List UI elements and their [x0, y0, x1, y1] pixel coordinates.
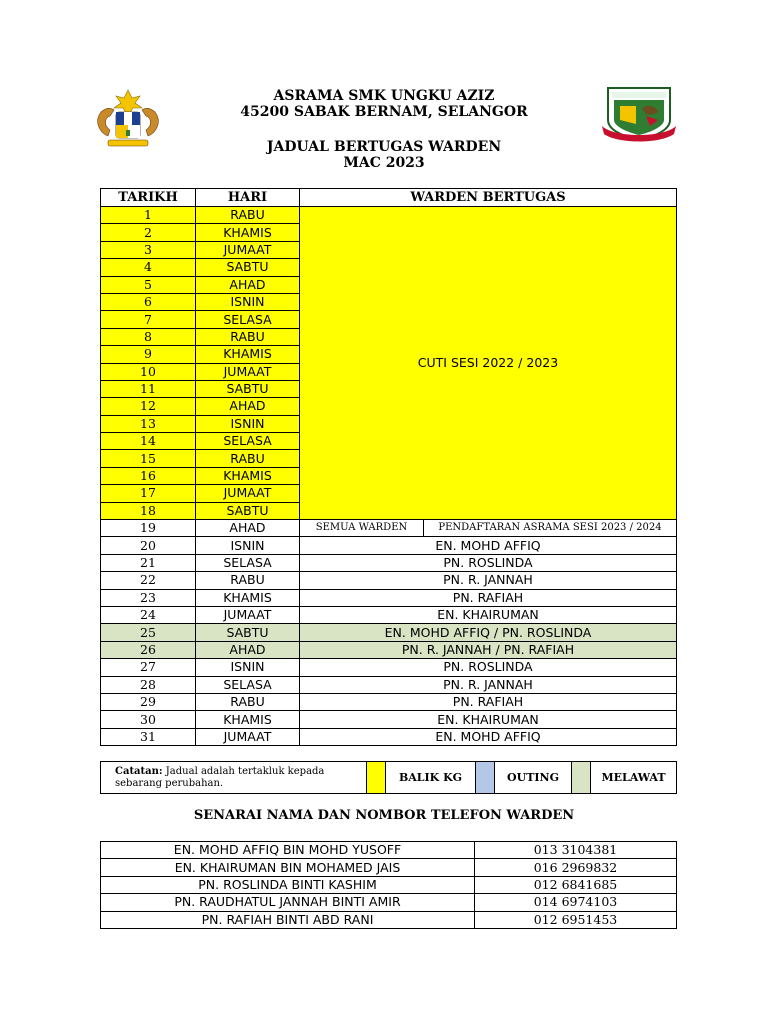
roster-row: [101, 207, 677, 224]
roster-date: 5: [101, 276, 196, 293]
roster-date: 8: [101, 328, 196, 345]
legend-note-text: Jadual adalah tertakluk kepada sebarang perubahan.: [115, 765, 325, 789]
roster-day: JUMAAT: [196, 606, 300, 623]
roster-row: [101, 606, 677, 623]
roster-day: AHAD: [196, 398, 300, 415]
roster-day: RABU: [196, 693, 300, 710]
roster-day: SELASA: [196, 554, 300, 571]
roster-date: 24: [101, 606, 196, 623]
roster-date: 26: [101, 641, 196, 658]
roster-date: 15: [101, 450, 196, 467]
roster-date: 4: [101, 259, 196, 276]
roster-warden: EN. MOHD AFFIQ / PN. ROSLINDA: [300, 624, 677, 641]
column-header-warden: WARDEN BERTUGAS: [300, 189, 677, 207]
roster-day: SELASA: [196, 433, 300, 450]
roster-date: 22: [101, 572, 196, 589]
roster-day: SELASA: [196, 676, 300, 693]
contact-phone: 012 6841685: [475, 876, 677, 893]
roster-day: JUMAAT: [196, 241, 300, 258]
contact-name: EN. KHAIRUMAN BIN MOHAMED JAIS: [101, 859, 475, 876]
roster-day: JUMAAT: [196, 485, 300, 502]
roster-day: SELASA: [196, 311, 300, 328]
roster-row: [101, 624, 677, 641]
roster-date: 7: [101, 311, 196, 328]
legend-label-outing: OUTING: [495, 762, 572, 794]
roster-day: SABTU: [196, 624, 300, 641]
roster-date: 20: [101, 537, 196, 554]
registration-label: PENDAFTARAN ASRAMA SESI 2023 / 2024: [424, 520, 677, 537]
roster-row: [101, 711, 677, 728]
roster-date: 6: [101, 293, 196, 310]
roster-date: 16: [101, 467, 196, 484]
roster-date: 3: [101, 241, 196, 258]
roster-day: SABTU: [196, 380, 300, 397]
roster-date: 10: [101, 363, 196, 380]
contact-row: [101, 859, 677, 876]
roster-day: JUMAAT: [196, 363, 300, 380]
roster-day: KHAMIS: [196, 224, 300, 241]
roster-warden: EN. MOHD AFFIQ: [300, 728, 677, 745]
roster-row: [101, 728, 677, 745]
roster-date: 30: [101, 711, 196, 728]
roster-day: AHAD: [196, 520, 300, 537]
roster-row: [101, 572, 677, 589]
all-wardens-label: SEMUA WARDEN: [300, 520, 424, 537]
roster-date: 12: [101, 398, 196, 415]
legend-swatch-outing: [476, 762, 495, 794]
roster-warden: PN. RAFIAH: [300, 589, 677, 606]
roster-day: AHAD: [196, 276, 300, 293]
roster-day: KHAMIS: [196, 589, 300, 606]
roster-date: 11: [101, 380, 196, 397]
school-address: 45200 SABAK BERNAM, SELANGOR: [240, 104, 528, 120]
roster-warden: EN. KHAIRUMAN: [300, 606, 677, 623]
duty-roster-table: [100, 188, 677, 746]
roster-date: 21: [101, 554, 196, 571]
roster-date: 28: [101, 676, 196, 693]
roster-warden: PN. ROSLINDA: [300, 659, 677, 676]
roster-day: RABU: [196, 450, 300, 467]
roster-day: KHAMIS: [196, 711, 300, 728]
roster-header-row: [101, 189, 677, 207]
roster-row: [101, 641, 677, 658]
roster-day: RABU: [196, 572, 300, 589]
roster-day: ISNIN: [196, 293, 300, 310]
roster-warden: PN. R. JANNAH / PN. RAFIAH: [300, 641, 677, 658]
contact-phone: 016 2969832: [475, 859, 677, 876]
warden-contacts-table: [100, 841, 677, 929]
contact-row: [101, 894, 677, 911]
legend-table: [100, 761, 677, 794]
roster-warden: PN. R. JANNAH: [300, 572, 677, 589]
legend-swatch-balik-kg: [367, 762, 386, 794]
school-name: ASRAMA SMK UNGKU AZIZ: [273, 88, 495, 104]
roster-warden: PN. RAFIAH: [300, 693, 677, 710]
roster-date: 29: [101, 693, 196, 710]
roster-warden: EN. KHAIRUMAN: [300, 711, 677, 728]
contact-row: [101, 876, 677, 893]
roster-row: [101, 693, 677, 710]
roster-date: 18: [101, 502, 196, 519]
roster-date: 9: [101, 346, 196, 363]
contact-row: [101, 842, 677, 859]
roster-date: 1: [101, 207, 196, 224]
contact-row: [101, 911, 677, 928]
roster-date: 14: [101, 433, 196, 450]
roster-date: 2: [101, 224, 196, 241]
contact-name: PN. RAFIAH BINTI ABD RANI: [101, 911, 475, 928]
roster-row: [101, 537, 677, 554]
column-header-date: TARIKH: [101, 189, 196, 207]
contact-name: EN. MOHD AFFIQ BIN MOHD YUSOFF: [101, 842, 475, 859]
roster-date: 25: [101, 624, 196, 641]
legend-label-balik-kg: BALIK KG: [386, 762, 476, 794]
legend-note-label: Catatan:: [115, 765, 163, 777]
roster-day: JUMAAT: [196, 728, 300, 745]
roster-warden: EN. MOHD AFFIQ: [300, 537, 677, 554]
roster-row: [101, 520, 677, 537]
legend-note: [101, 762, 367, 794]
contact-name: PN. RAUDHATUL JANNAH BINTI AMIR: [101, 894, 475, 911]
contacts-title: SENARAI NAMA DAN NOMBOR TELEFON WARDEN: [193, 808, 575, 823]
document-title: JADUAL BERTUGAS WARDEN: [266, 139, 502, 155]
roster-day: ISNIN: [196, 537, 300, 554]
roster-day: SABTU: [196, 502, 300, 519]
roster-day: SABTU: [196, 259, 300, 276]
roster-day: AHAD: [196, 641, 300, 658]
roster-row: [101, 676, 677, 693]
roster-day: ISNIN: [196, 415, 300, 432]
roster-day: RABU: [196, 328, 300, 345]
contact-name: PN. ROSLINDA BINTI KASHIM: [101, 876, 475, 893]
contact-phone: 012 6951453: [475, 911, 677, 928]
roster-day: KHAMIS: [196, 467, 300, 484]
roster-row: [101, 589, 677, 606]
roster-day: RABU: [196, 207, 300, 224]
roster-date: 19: [101, 520, 196, 537]
roster-row: [101, 554, 677, 571]
roster-date: 27: [101, 659, 196, 676]
legend-label-melawat: MELAWAT: [591, 762, 677, 794]
roster-date: 13: [101, 415, 196, 432]
roster-row: [101, 659, 677, 676]
roster-day: ISNIN: [196, 659, 300, 676]
roster-date: 31: [101, 728, 196, 745]
contact-phone: 014 6974103: [475, 894, 677, 911]
roster-warden: PN. R. JANNAH: [300, 676, 677, 693]
roster-day: KHAMIS: [196, 346, 300, 363]
roster-warden: PN. ROSLINDA: [300, 554, 677, 571]
contact-phone: 013 3104381: [475, 842, 677, 859]
holiday-label: CUTI SESI 2022 / 2023: [300, 207, 677, 520]
roster-date: 23: [101, 589, 196, 606]
document-month: MAC 2023: [343, 155, 425, 171]
column-header-day: HARI: [196, 189, 300, 207]
legend-swatch-melawat: [572, 762, 591, 794]
roster-date: 17: [101, 485, 196, 502]
